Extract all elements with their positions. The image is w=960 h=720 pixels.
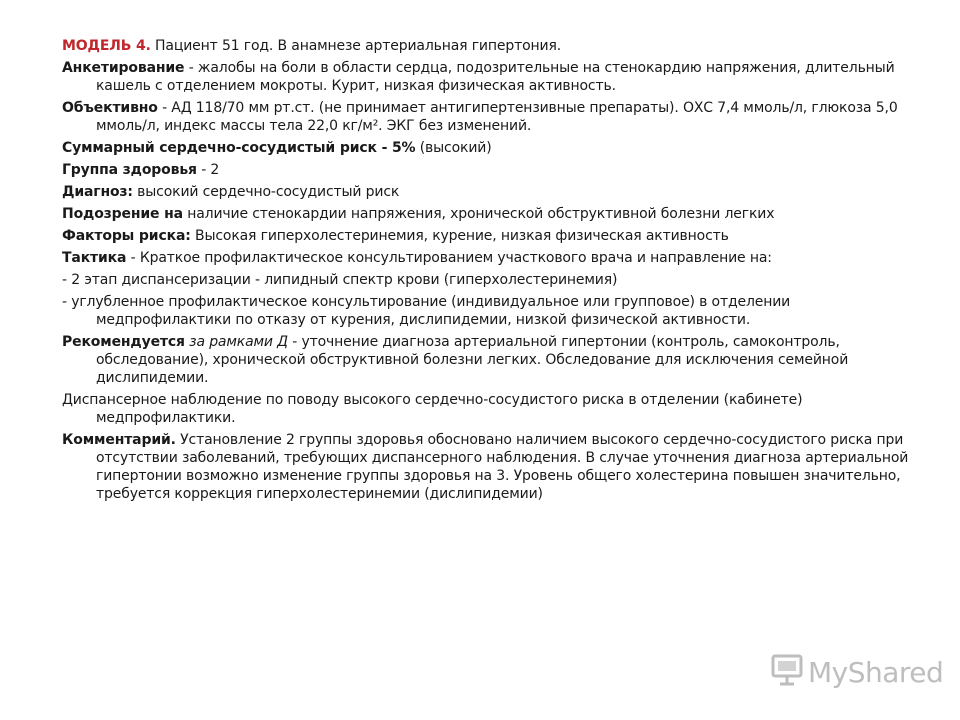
risk-factors-paragraph [62,227,912,245]
risk-factors-label: Факторы риска: [62,228,191,244]
suspicion-label: Подозрение на [62,206,183,222]
objective-label: Объективно [62,100,158,116]
health-group-label: Группа здоровья [62,162,197,178]
comment-paragraph [62,431,912,503]
dispensary-paragraph: Диспансерное наблюдение по поводу высокого сердечно-сосудистого риска в отделении (кабинете) медпрофилактики. [62,392,803,426]
diagnosis-label: Диагноз: [62,184,133,200]
watermark-text: MyShared [808,655,944,689]
myshared-watermark [770,652,943,692]
diagnosis-text: высокий сердечно-сосудистый риск [132,184,400,200]
health-group-text: - 2 [196,162,220,178]
risk-text: (высокий) [415,140,492,156]
risk-paragraph [62,139,912,157]
suspicion-paragraph [62,205,912,223]
slide-body [62,37,912,507]
comment-text: Установление 2 группы здоровья обосновано наличием высокого сердечно-сосудистого риска при отсутствии заболеваний, требующих диспансерного наблюдения. В случае уточнения диагноза артериальной гипертонии возможно изменение группы здоровья на 3. Уровень общего холестерина повышен значительно, требуется коррекция гиперхолестеринемии (дислипидемии) [96,432,909,502]
recommended-italic: за рамками Д [184,334,288,350]
diagnosis-paragraph [62,183,912,201]
objective-text: - АД 118/70 мм рт.ст. (не принимает антигипертензивные препараты). ОХС 7,4 ммоль/л, глюкоза 5,0 ммоль/л, индекс массы тела 22,0 кг/м². ЭКГ без изменений. [96,100,898,134]
patient-summary: Пациент 51 год. В анамнезе артериальная гипертония. [150,38,562,54]
recommended-paragraph [62,333,912,387]
tactics-bullet-1: - 2 этап диспансеризации - липидный спектр крови (гиперхолестеринемия) [62,272,618,288]
comment-label: Комментарий. [62,432,176,448]
recommended-label: Рекомендуется [62,334,185,350]
survey-label: Анкетирование [62,60,185,76]
tactics-text: - Краткое профилактическое консультированием участкового врача и направление на: [126,250,772,266]
recommended-text: - уточнение диагноза артериальной гипертонии (контроль, самоконтроль, обследование), хронической обструктивной болезни легких. Обследование для исключения семейной дислипидемии. [96,334,849,386]
survey-text: - жалобы на боли в области сердца, подозрительные на стенокардию напряжения, длительный кашель с отделением мокроты. Курит, низкая физическая активность. [96,60,895,94]
model-number: МОДЕЛЬ 4. [62,38,151,54]
risk-factors-text: Высокая гиперхолестеринемия, курение, низкая физическая активность [190,228,729,244]
health-group-paragraph [62,161,912,179]
model-heading [62,37,912,55]
tactics-paragraph [62,249,912,267]
risk-label: Суммарный сердечно-сосудистый риск - 5% [62,140,416,156]
survey-paragraph [62,59,912,95]
objective-paragraph [62,99,912,135]
presentation-board-icon [770,653,804,691]
tactics-bullet-2: - углубленное профилактическое консультирование (индивидуальное или групповое) в отделении медпрофилактики по отказу от курения, дислипидемии, низкой физической активности. [62,294,791,328]
tactics-label: Тактика [62,250,127,266]
suspicion-text: наличие стенокардии напряжения, хронической обструктивной болезни легких [182,206,775,222]
